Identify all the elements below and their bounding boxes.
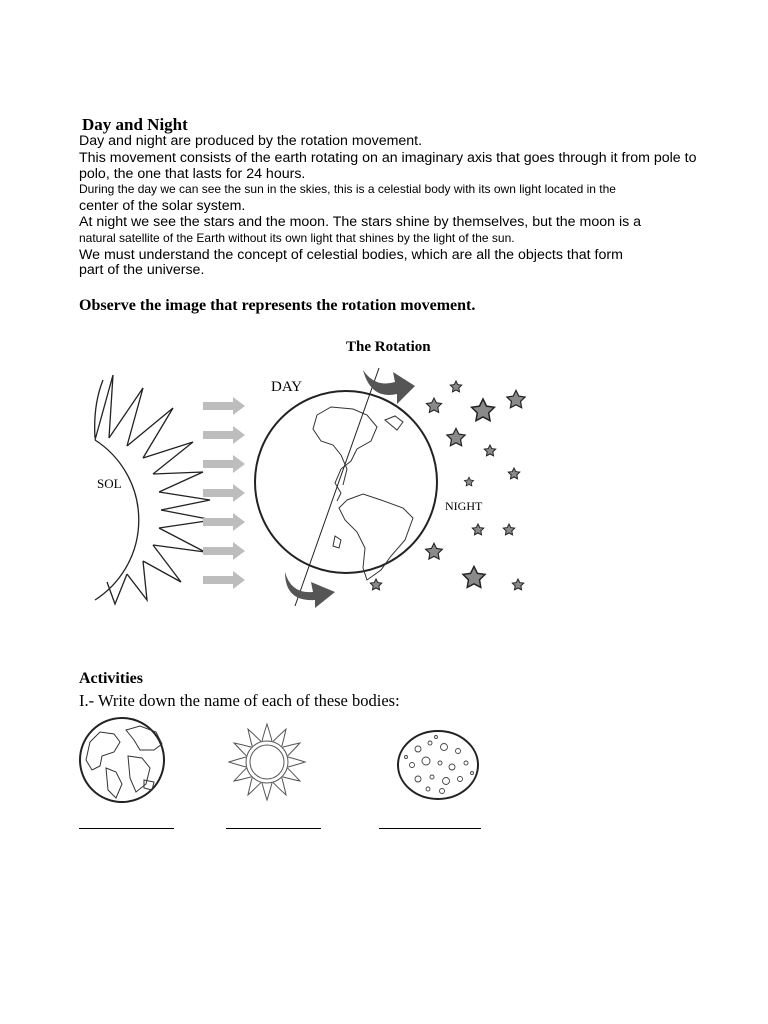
light-arrows (203, 397, 245, 589)
paragraph-line: Day and night are produced by the rotation movement. (79, 133, 423, 149)
answer-blank[interactable] (79, 828, 174, 829)
night-label: NIGHT (445, 499, 483, 513)
sun-label: SOL (97, 476, 122, 491)
activities-heading: Activities (79, 670, 143, 687)
paragraph-line: center of the solar system. (79, 198, 246, 214)
paragraph-line: During the day we can see the sun in the skies, this is a celestial body with its own light located in the (79, 182, 616, 196)
paragraph-line: polo, the one that lasts for 24 hours. (79, 166, 306, 182)
earth-illustration (255, 368, 437, 606)
paragraph-line: At night we see the stars and the moon. The stars shine by themselves, but the moon is a (79, 214, 642, 230)
moon-icon (398, 731, 478, 799)
sun-icon (229, 724, 305, 800)
paragraph-line: We must understand the concept of celestial bodies, which are all the objects that form (79, 247, 623, 263)
observe-instruction: Observe the image that represents the rotation movement. (79, 297, 476, 314)
diagram-title: The Rotation (346, 339, 431, 355)
answer-blank[interactable] (226, 828, 321, 829)
page-title: Day and Night (82, 115, 188, 134)
answer-blank[interactable] (379, 828, 481, 829)
day-label: DAY (271, 379, 303, 395)
rotation-diagram (85, 360, 535, 610)
celestial-bodies-row (70, 715, 510, 810)
paragraph-line: This movement consists of the earth rotating on an imaginary axis that goes through it from pole to (79, 150, 697, 166)
earth-icon (80, 718, 164, 802)
paragraph-line: natural satellite of the Earth without its own light that shines by the light of the sun. (79, 231, 515, 245)
activity-instruction: I.- Write down the name of each of these bodies: (79, 691, 400, 710)
paragraph-line: part of the universe. (79, 262, 205, 278)
